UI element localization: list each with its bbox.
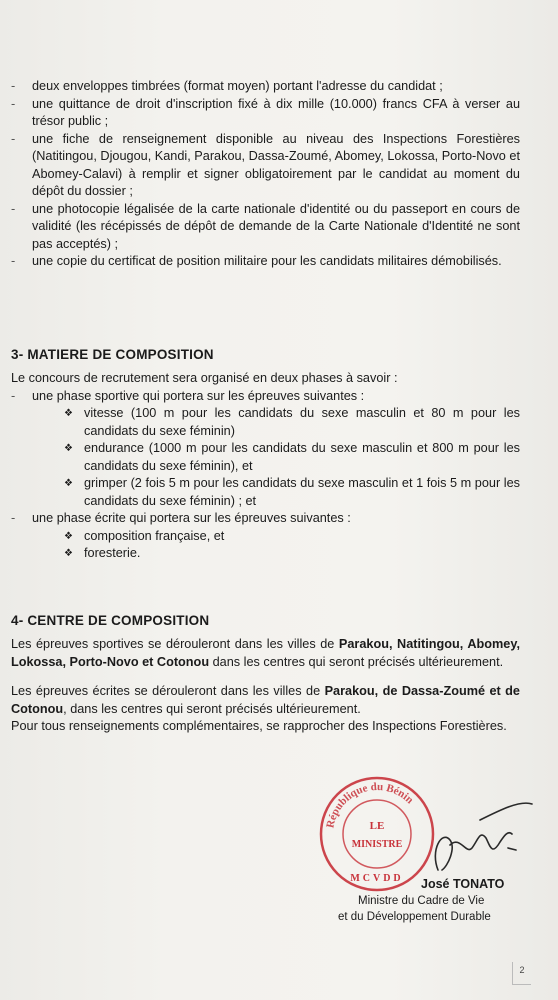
section-3-body xyxy=(0,370,558,563)
sub-list-item: ❖ vitesse (100 m pour les candidats du sexe masculin et 80 m pour les candidats du sexe féminin) xyxy=(64,406,520,438)
sub-list-item: ❖ composition française, et xyxy=(0,528,558,546)
sub-list-item: ❖ endurance (1000 m pour les candidats du sexe masculin et 800 m pour les candidats du sexe féminin), et xyxy=(64,441,520,473)
written-venues-paragraph: Les épreuves écrites se dérouleront dans les villes de Parakou, de Dassa-Zoumé et de Cotonou, dans les centres qui seront précisés ultérieurement. xyxy=(11,684,520,716)
stamp-bottom-text: MCVDD xyxy=(350,873,404,884)
documents-list xyxy=(0,78,558,271)
diamond-bullet-icon: ❖ xyxy=(64,408,73,419)
stamp-center-bottom: MINISTRE xyxy=(351,839,403,850)
dash-bullet: - xyxy=(11,131,16,146)
stamp-center-top: LE xyxy=(369,820,385,832)
section-3-heading: 3- MATIERE DE COMPOSITION xyxy=(11,347,214,362)
dash-bullet: - xyxy=(11,254,16,268)
section-4-body xyxy=(0,636,558,736)
page-number: 2 xyxy=(512,962,531,985)
section-4-heading: 4- CENTRE DE COMPOSITION xyxy=(11,613,210,628)
list-item: - deux enveloppes timbrées (format moyen) portant l'adresse du candidat ; xyxy=(0,78,558,96)
section-3-intro: Le concours de recrutement sera organisé en deux phases à savoir : xyxy=(11,371,398,385)
list-item: - une copie du certificat de position militaire pour les candidats militaires démobilisés. xyxy=(0,253,558,271)
info-paragraph: Pour tous renseignements complémentaires, se rapprocher des Inspections Forestières. xyxy=(11,719,507,733)
sports-venues-paragraph: Les épreuves sportives se dérouleront dans les villes de Parakou, Natitingou, Abomey, Lokossa, Porto-Novo et Cotonou dans les centres qui seront précisés ultérieurement. xyxy=(11,637,520,669)
sub-list-item: ❖ foresterie. xyxy=(0,545,558,563)
sub-list-item: ❖ grimper (2 fois 5 m pour les candidats du sexe masculin et 1 fois 5 m pour les candidats du sexe féminin) ; et xyxy=(64,476,520,508)
signer-title-line2: et du Développement Durable xyxy=(338,911,491,923)
list-item: - une quittance de droit d'inscription fixé à dix mille (10.000) francs CFA à verser au trésor public ; xyxy=(11,96,520,128)
list-item: - une photocopie légalisée de la carte nationale d'identité ou du passeport en cours de validité (les récépissés de dépôt de demande de la Carte Nationale d'Identité ne sont pas acceptés) ; xyxy=(11,201,520,251)
stamp-ring-text: République du Bénin xyxy=(324,780,416,830)
dash-bullet: - xyxy=(11,511,16,525)
phase-sportive: - une phase sportive qui portera sur les épreuves suivantes : xyxy=(0,388,558,406)
signature xyxy=(420,800,540,880)
dash-bullet: - xyxy=(11,79,16,93)
list-item: - une fiche de renseignement disponible au niveau des Inspections Forestières (Natitingou, Djougou, Kandi, Parakou, Dassa-Zoumé, Abomey, Lokossa, Porto-Novo et Abomey-Calavi) à remplir et signer obligatoirement par le candidat au moment du dépôt du dossier ; xyxy=(11,131,520,198)
phase-ecrite: - une phase écrite qui portera sur les épreuves suivantes : xyxy=(0,510,558,528)
diamond-bullet-icon: ❖ xyxy=(64,530,73,542)
diamond-bullet-icon: ❖ xyxy=(64,478,73,489)
signer-name: José TONATO xyxy=(421,877,505,891)
diamond-bullet-icon: ❖ xyxy=(64,548,73,559)
signer-title-line1: Ministre du Cadre de Vie xyxy=(358,895,485,907)
dash-bullet: - xyxy=(11,201,16,216)
diamond-bullet-icon: ❖ xyxy=(64,443,73,454)
dash-bullet: - xyxy=(11,96,16,111)
dash-bullet: - xyxy=(11,388,16,403)
official-stamp xyxy=(318,775,436,893)
